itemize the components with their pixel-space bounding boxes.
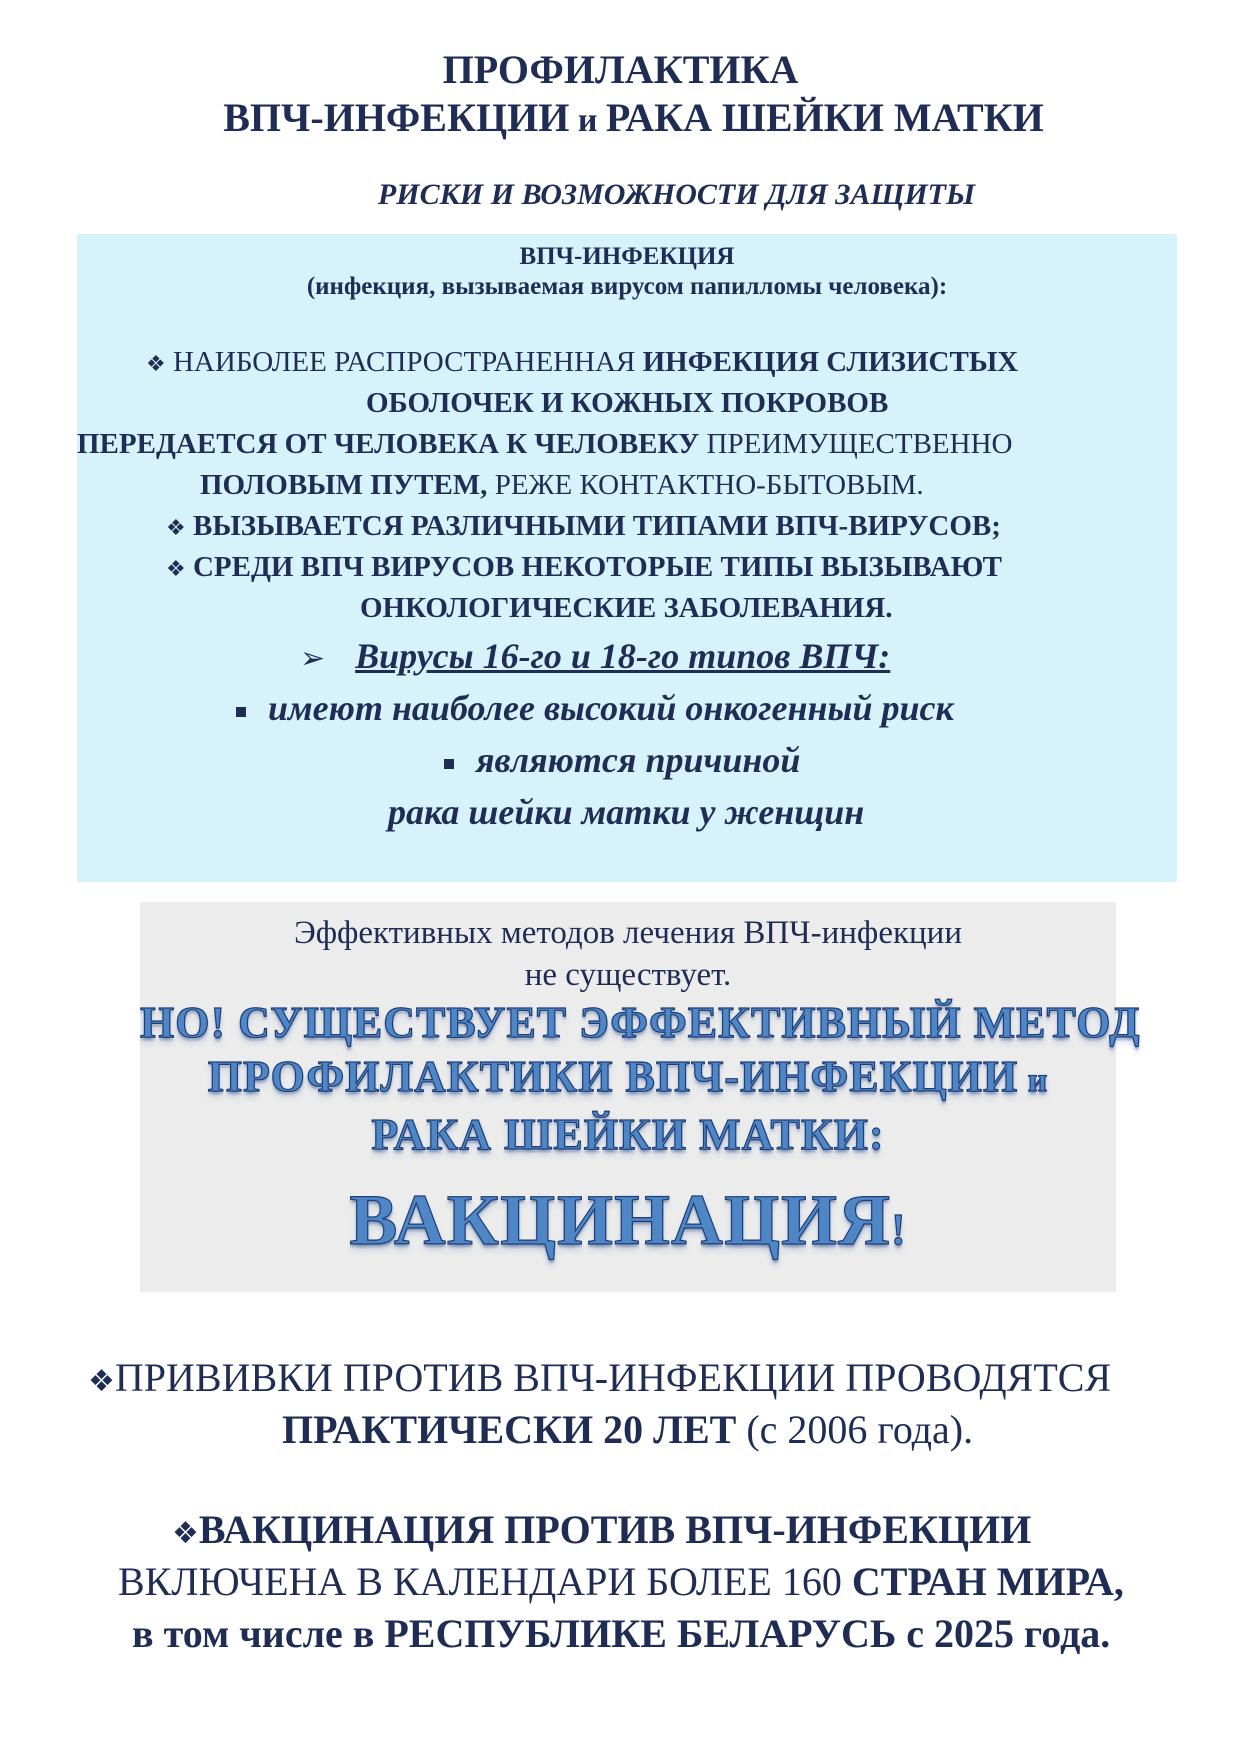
fact-2-line-1-text: ВАКЦИНАЦИЯ ПРОТИВ ВПЧ-ИНФЕКЦИИ	[198, 1507, 1032, 1552]
fact-2-line-3: в том числе в РЕСПУБЛИКЕ БЕЛАРУСЬ с 2025 года.	[132, 1611, 1111, 1656]
diamond-bullet-icon: ❖	[166, 516, 186, 541]
info-heading-note: (инфекция, вызываемая вирусом папилломы человека):	[306, 273, 948, 300]
fact-1-line-1-text: ПРИВИВКИ ПРОТИВ ВПЧ-ИНФЕКЦИИ ПРОВОДЯТСЯ	[114, 1355, 1112, 1400]
treatment-text	[140, 912, 1116, 996]
info-item-1-line-1	[146, 344, 1018, 383]
fact-2-line-2-bold: СТРАН МИРА,	[851, 1559, 1124, 1604]
info-heading	[77, 242, 1177, 302]
title-and: и	[569, 102, 606, 139]
info-item-3-line-2: ОНКОЛОГИЧЕСКИЕ ЗАБОЛЕВАНИЯ.	[360, 592, 893, 624]
info-item-1-line-4	[200, 467, 924, 503]
info-item-2-text: ВЫЗЫВАЕТСЯ РАЗЛИЧНЫМИ ТИПАМИ ВПЧ-ВИРУСОВ;	[192, 510, 1001, 542]
info-item-1-line-3-bold: ПЕРЕДАЕТСЯ ОТ ЧЕЛОВЕКА К ЧЕЛОВЕКУ	[77, 428, 700, 460]
wordart-line-3: РАКА ШЕЙКИ МАТКИ:	[371, 1110, 885, 1159]
arrow-bullet-icon: ➢	[300, 641, 326, 676]
diamond-bullet-icon: ❖	[146, 352, 166, 377]
fact-1-line-2	[282, 1404, 973, 1456]
info-item-1-line-2: ОБОЛОЧЕК И КОЖНЫХ ПОКРОВОВ	[366, 387, 889, 419]
diamond-bullet-icon: ❖	[172, 1516, 199, 1551]
info-item-3-line-1	[166, 549, 1002, 588]
fact-2-line-2	[118, 1556, 1124, 1608]
diamond-bullet-icon: ❖	[88, 1364, 115, 1399]
info-item-1-line-4-plain: РЕЖЕ КОНТАКТНО-БЫТОВЫМ.	[487, 469, 924, 501]
wordart-line-2-and: и	[1018, 1062, 1049, 1099]
wordart-line-2	[140, 1050, 1116, 1108]
info-item-2	[166, 508, 1001, 547]
square-bullet-icon	[444, 759, 454, 769]
diamond-bullet-icon: ❖	[166, 557, 186, 582]
viruses-sub-1-text: имеют наиболее высокий онкогенный риск	[268, 688, 954, 728]
wordart-line-1: НО! СУЩЕСТВУЕТ ЭФФЕКТИВНЫЙ МЕТОД	[140, 998, 1141, 1047]
info-heading-title: ВПЧ-ИНФЕКЦИЯ	[519, 243, 735, 270]
info-item-1-bold: ИНФЕКЦИЯ СЛИЗИСТЫХ	[642, 346, 1019, 378]
fact-2-line-1	[172, 1504, 1031, 1560]
page-title	[0, 46, 1241, 145]
title-line-1: ПРОФИЛАКТИКА	[442, 47, 799, 92]
viruses-sub-1	[236, 686, 954, 730]
info-item-1-line-3-plain: ПРЕИМУЩЕСТВЕННО	[699, 428, 1013, 460]
fact-1-plain: (с 2006 года).	[736, 1407, 974, 1452]
wordart-vaccination-mark: !	[891, 1205, 907, 1254]
wordart-line-2-main: ПРОФИЛАКТИКИ ВПЧ-ИНФЕКЦИИ	[207, 1052, 1019, 1101]
wordart-block	[140, 996, 1141, 1162]
viruses-sub-3: рака шейки матки у женщин	[388, 792, 865, 832]
info-item-1-line-3	[77, 426, 1012, 462]
wordart-vaccination-word: ВАКЦИНАЦИЯ	[349, 1180, 892, 1260]
fact-1-bold: ПРАКТИЧЕСКИ 20 ЛЕТ	[282, 1407, 737, 1452]
fact-2-line-2-plain: ВКЛЮЧЕНА В КАЛЕНДАРИ БОЛЕЕ 160	[118, 1559, 852, 1604]
info-item-3-text: СРЕДИ ВПЧ ВИРУСОВ НЕКОТОРЫЕ ТИПЫ ВЫЗЫВАЮТ	[192, 551, 1003, 583]
viruses-heading	[300, 634, 890, 681]
fact-1-line-1	[88, 1352, 1111, 1408]
treatment-line-2: не существует.	[524, 957, 732, 993]
square-bullet-icon	[236, 707, 246, 717]
subtitle: РИСКИ И ВОЗМОЖНОСТИ ДЛЯ ЗАЩИТЫ	[377, 178, 976, 211]
info-item-1-plain: НАИБОЛЕЕ РАСПРОСТРАНЕННАЯ	[172, 346, 643, 378]
title-line-2	[26, 94, 1241, 145]
treatment-line-1: Эффективных методов лечения ВПЧ-инфекции	[294, 915, 962, 951]
viruses-sub-2-text: являются причиной	[476, 740, 801, 780]
viruses-heading-text: Вирусы 16-го и 18-го типов ВПЧ:	[355, 636, 891, 676]
title-cancer: РАКА ШЕЙКИ МАТКИ	[605, 95, 1044, 140]
info-item-1-line-4-bold: ПОЛОВЫМ ПУТЕМ,	[200, 469, 488, 501]
viruses-sub-2	[444, 738, 800, 782]
wordart-vaccination	[140, 1178, 1116, 1272]
title-hpv: ВПЧ-ИНФЕКЦИИ	[223, 95, 570, 140]
